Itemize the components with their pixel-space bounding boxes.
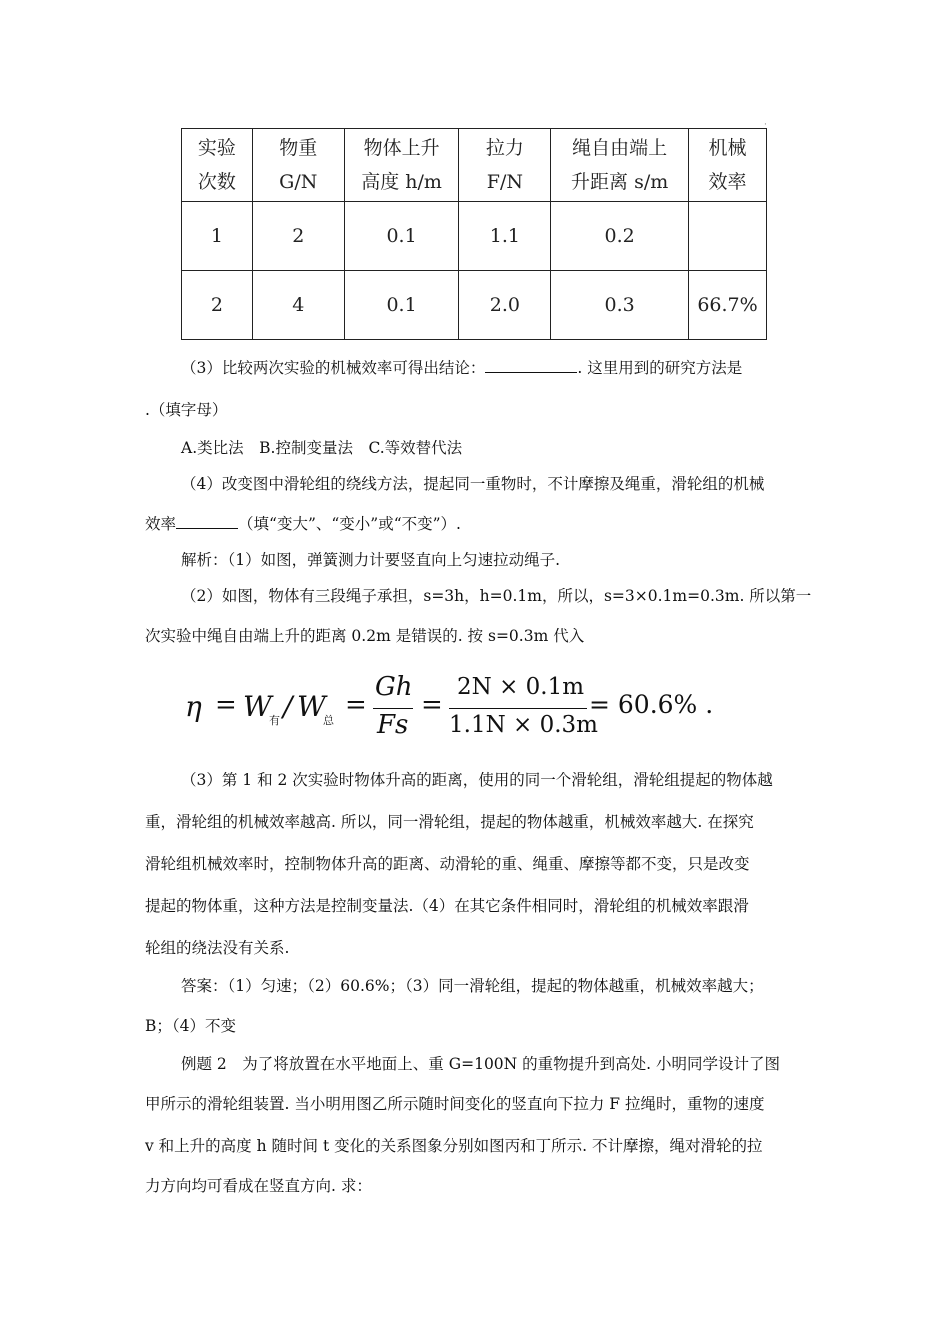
header-distance: 绳自由端上 升距离 s/m — [551, 129, 689, 202]
numerator-gh: Gh — [375, 672, 413, 702]
analysis-3-line-4: 提起的物体重，这种方法是控制变量法.（4）在其它条件相同时，滑轮组的机械效率跟滑 — [145, 897, 749, 915]
example2-line-1: 例题 2 为了将放置在水平地面上、重 G=100N 的重物提升到高处. 小明同学设计了图 — [181, 1055, 781, 1073]
example2-line-2: 甲所示的滑轮组装置. 当小明用图乙所示随时间变化的竖直向下拉力 F 拉绳时，重物的速度 — [145, 1095, 765, 1113]
analysis-2-line-2: 次实验中绳自由端上升的距离 0.2m 是错误的. 按 s=0.3m 代入 — [145, 627, 585, 645]
answer-line-1: 答案：（1）匀速；（2）60.6%；（3）同一滑轮组，提起的物体越重，机械效率越大； — [181, 977, 764, 995]
table-cell: 0.1 — [344, 202, 459, 271]
table-row — [182, 202, 767, 271]
work-total-subscript: 总 — [323, 714, 334, 727]
header-trial: 实验 次数 — [182, 129, 253, 202]
header-height: 物体上升 高度 h/m — [344, 129, 459, 202]
table-cell: 4 — [252, 271, 344, 340]
q4-line-2: 效率 （填“变大”、“变小”或“不变”）. — [145, 515, 461, 533]
fraction-slash: / — [283, 690, 293, 723]
header-force: 拉力 F/N — [459, 129, 551, 202]
denominator-fs: Fs — [377, 710, 409, 740]
efficiency-formula — [185, 668, 745, 748]
experiment-table — [181, 128, 767, 340]
analysis-3-line-1: （3）第 1 和 2 次实验时物体升高的距离，使用的同一个滑轮组，滑轮组提起的物体越 — [181, 771, 773, 789]
table-cell: 2.0 — [459, 271, 551, 340]
table-cell: 2 — [182, 271, 253, 340]
equals-sign: = — [215, 690, 237, 720]
q3-line-2: .（填字母） — [145, 401, 228, 419]
table-cell: 0.3 — [551, 271, 689, 340]
fraction-bar — [449, 708, 587, 709]
answer-blank — [485, 358, 577, 373]
table-row — [182, 271, 767, 340]
analysis-3-line-3: 滑轮组机械效率时，控制物体升高的距离、动滑轮的重、绳重、摩擦等都不变，只是改变 — [145, 855, 750, 873]
analysis-2-line-1: （2）如图，物体有三段绳子承担，s=3h，h=0.1m，所以，s=3×0.1m=0.3m. 所以第一 — [181, 587, 812, 605]
work-total: W — [297, 690, 326, 723]
example2-line-4: 力方向均可看成在竖直方向. 求： — [145, 1177, 372, 1195]
equals-sign: = — [421, 690, 443, 720]
eta-symbol: η — [185, 690, 202, 723]
table-cell — [689, 202, 767, 271]
equals-sign: = — [345, 690, 367, 720]
table-cell: 0.1 — [344, 271, 459, 340]
example2-line-3: v 和上升的高度 h 随时间 t 变化的关系图象分别如图丙和丁所示. 不计摩擦，绳对滑轮的拉 — [145, 1137, 763, 1155]
header-efficiency: 机械 效率 — [689, 129, 767, 202]
work-useful-subscript: 有 — [269, 714, 280, 727]
q3-line-1: （3）比较两次实验的机械效率可得出结论： . 这里用到的研究方法是 — [181, 359, 743, 377]
analysis-3-line-5: 轮组的绕法没有关系. — [145, 939, 290, 957]
formula-result: = 60.6% . — [589, 690, 714, 719]
denominator-values: 1.1N × 0.3m — [449, 712, 598, 738]
header-weight: 物重 G/N — [252, 129, 344, 202]
table-cell: 1.1 — [459, 202, 551, 271]
analysis-3-line-2: 重，滑轮组的机械效率越高. 所以，同一滑轮组，提起的物体越重，机械效率越大. 在探究 — [145, 813, 754, 831]
table-cell: 66.7% — [689, 271, 767, 340]
corner-tick: · — [764, 120, 767, 130]
fraction-bar — [373, 708, 413, 709]
numerator-values: 2N × 0.1m — [457, 674, 585, 700]
table-cell: 1 — [182, 202, 253, 271]
q4-line-1: （4）改变图中滑轮组的绕线方法，提起同一重物时，不计摩擦及绳重，滑轮组的机械 — [181, 475, 765, 493]
work-useful: W — [243, 690, 272, 723]
answer-line-2: B；（4）不变 — [145, 1017, 237, 1035]
table-cell: 0.2 — [551, 202, 689, 271]
table-cell: 2 — [252, 202, 344, 271]
q3-options: A.类比法 B.控制变量法 C.等效替代法 — [181, 439, 463, 457]
table-header-row — [182, 129, 767, 202]
analysis-1: 解析：（1）如图，弹簧测力计要竖直向上匀速拉动绳子. — [181, 551, 561, 569]
answer-blank — [176, 514, 238, 529]
